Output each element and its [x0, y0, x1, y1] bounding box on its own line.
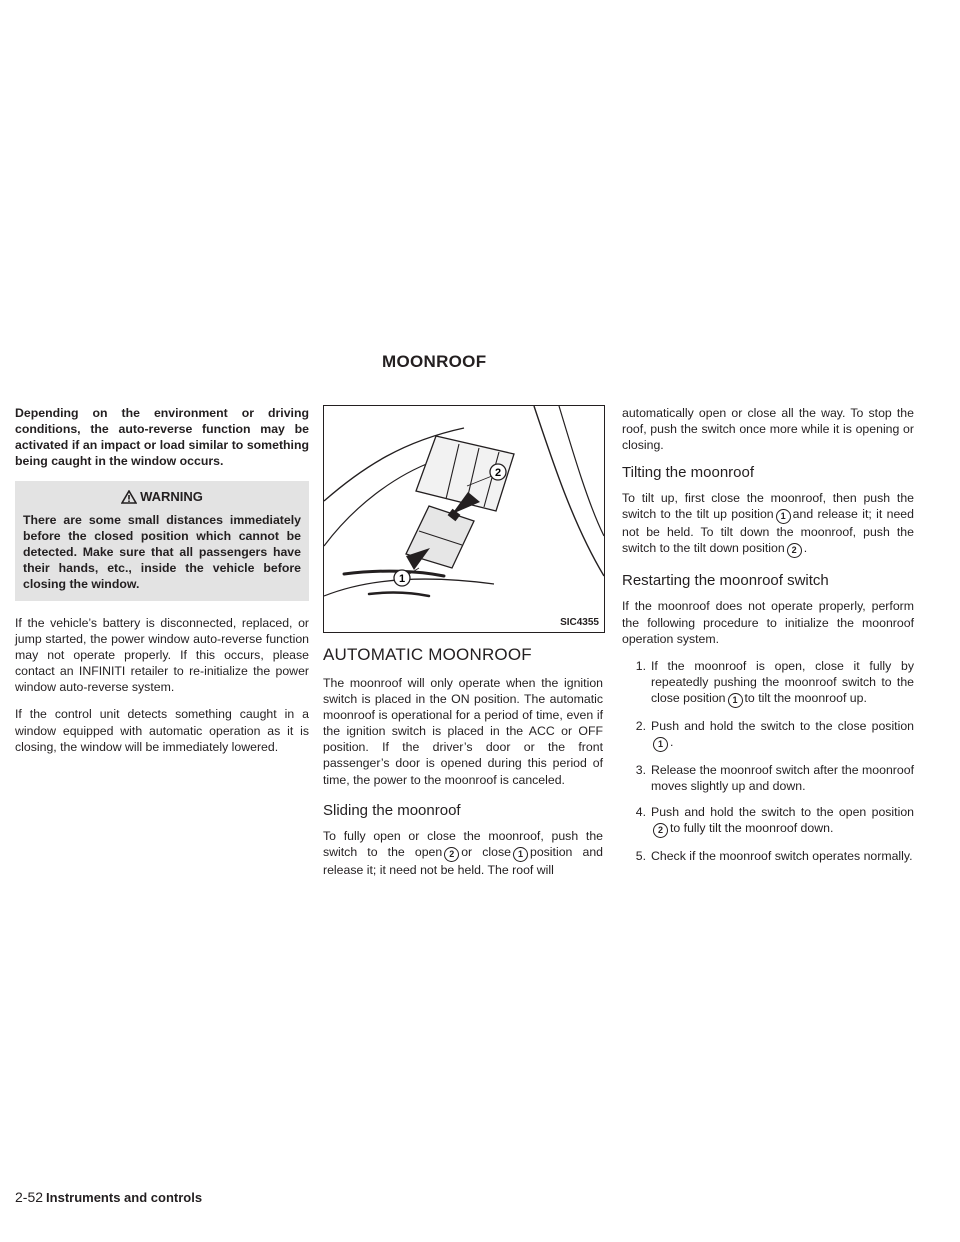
- list-item: 5. Check if the moonroof switch operates normally.: [635, 849, 913, 864]
- restarting-heading: Restarting the moonroof switch: [622, 572, 829, 590]
- warning-triangle-icon: [121, 490, 137, 504]
- page-footer: [15, 1189, 202, 1205]
- tilt-down-marker: 2: [787, 543, 802, 558]
- intro-bold-paragraph: Depending on the environment or driving conditions, the auto-reverse function may be activated if an impact or load similar to something being caught in the window occurs.: [15, 406, 309, 468]
- moonroof-switch-illustration: [324, 406, 604, 632]
- automatic-moonroof-heading: AUTOMATIC MOONROOF: [323, 645, 532, 664]
- battery-paragraph: If the vehicle’s battery is disconnected, replaced, or jump started, the power window auto-reverse function may not operate properly. If this occurs, please contact an INFINITI retailer to re-initialize the power window auto-reverse system.: [15, 616, 309, 695]
- control-unit-paragraph: If the control unit detects something caught in a window equipped with automatic operation as it is closing, the window will be immediately lowered.: [15, 707, 309, 754]
- warning-header: [23, 489, 301, 504]
- position-2-marker: 2: [444, 847, 459, 862]
- column-right: [622, 405, 914, 874]
- page-number: 2-52: [15, 1189, 44, 1205]
- step-marker: 1: [653, 737, 668, 752]
- tilt-up-marker: 1: [776, 509, 791, 524]
- callout-2: 2: [494, 467, 502, 479]
- callout-1: 1: [398, 573, 406, 585]
- continued-paragraph: automatically open or close all the way. To stop the roof, push the switch once more while it is opening or closing.: [622, 406, 914, 453]
- warning-title: WARNING: [140, 489, 203, 504]
- position-1-marker: 1: [513, 847, 528, 862]
- tilting-heading: Tilting the moonroof: [622, 464, 755, 482]
- sliding-text-b: or close: [461, 844, 511, 859]
- sliding-text-c: position and release it; it need not be held. The roof will: [323, 844, 603, 877]
- sliding-text-a: To fully open or close the moonroof, push the switch to the open: [323, 828, 603, 859]
- column-middle: [323, 405, 603, 889]
- step-marker: 1: [728, 693, 743, 708]
- list-item: 1. If the moonroof is open, close it fully by repeatedly pushing the moonroof switch to the close position 1 to tilt the moonroof up.: [622, 658, 914, 708]
- tilting-paragraph: [622, 490, 914, 558]
- chapter-title: Instruments and controls: [46, 1190, 203, 1205]
- sliding-heading: Sliding the moonroof: [323, 801, 461, 819]
- tilting-text-b: and release it; it need not be held. To tilt down the moonroof, push the switch to the tilt down position: [622, 507, 914, 556]
- tilting-text-a: To tilt up, first close the moonroof, then push the switch to the tilt up position: [622, 491, 914, 522]
- section-title: MOONROOF: [382, 352, 487, 371]
- sliding-paragraph: [323, 828, 603, 878]
- automatic-moonroof-paragraph: The moonroof will only operate when the ignition switch is placed in the ON position. The automatic moonroof is operational for a period of time, even if the ignition switch is placed in the ACC or OFF position. If the driver’s door or the front passenger’s door is opened during this period of time, the power to the moonroof is canceled.: [323, 676, 603, 787]
- figure-label: SIC4355: [560, 617, 599, 628]
- restart-steps: [622, 658, 914, 865]
- step-marker: 2: [653, 823, 668, 838]
- warning-box: [15, 481, 309, 601]
- column-left: [15, 405, 309, 766]
- list-item: 2. Push and hold the switch to the close position1 .: [622, 718, 914, 752]
- restarting-intro: If the moonroof does not operate properly, perform the following procedure to initialize the moonroof operation system.: [622, 599, 914, 646]
- list-item: 3. Release the moonroof switch after the moonroof moves slightly up and down.: [635, 763, 914, 794]
- tilting-text-c: .: [803, 541, 808, 556]
- moonroof-switch-figure: [323, 405, 605, 633]
- list-item: 4. Push and hold the switch to the open position2 to fully tilt the moonroof down.: [622, 804, 914, 838]
- warning-body: There are some small distances immediately before the closed position which cannot be detected. Make sure that all passengers have their hands, etc., inside the vehicle before closing the window.: [23, 513, 301, 591]
